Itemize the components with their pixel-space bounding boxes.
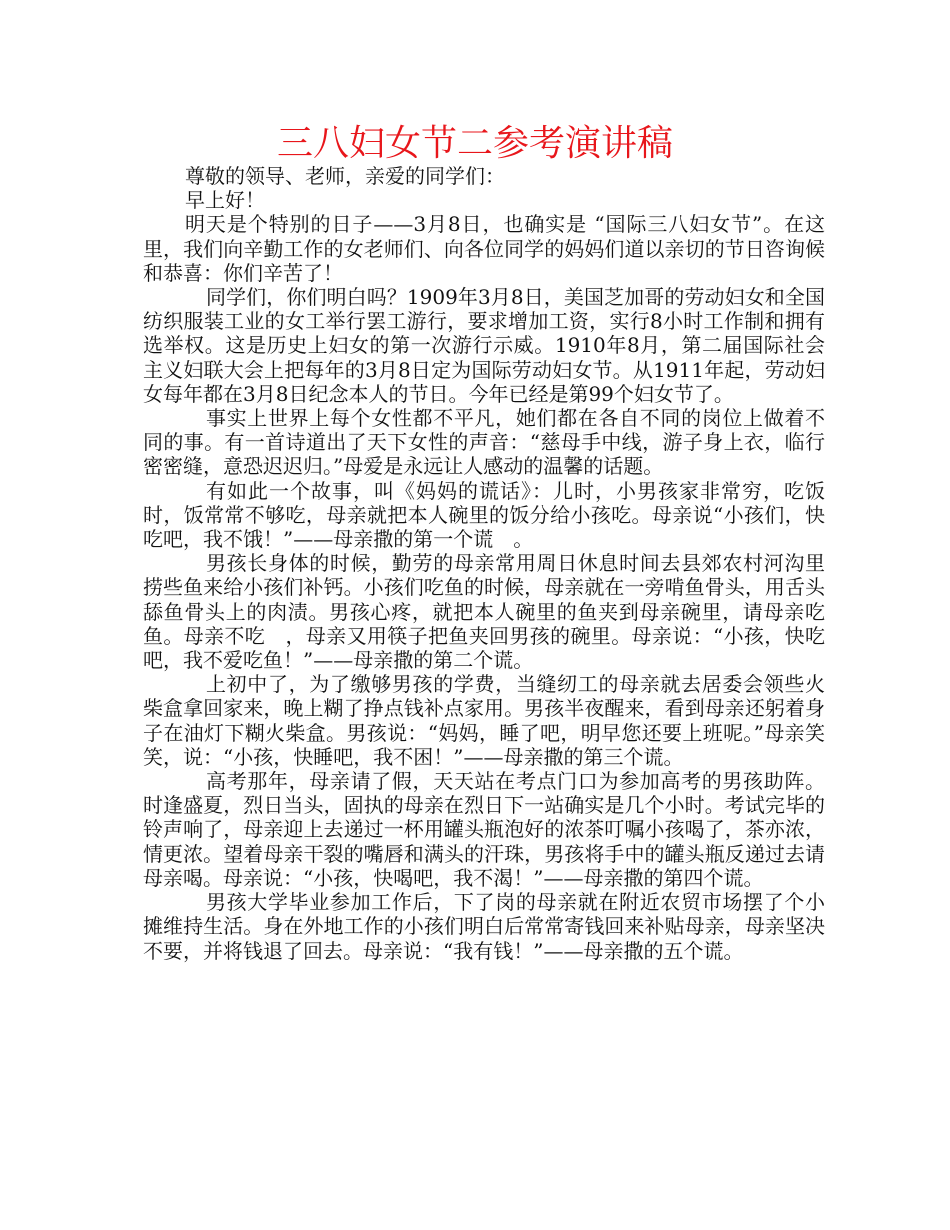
good-morning-paragraph: 早上好！ [185, 188, 265, 213]
women-paragraph: 事实上世界上每个女性都不平凡，她们都在各自不同的岗位上做着不同的事。有一首诗道出了天下女性的声音：“慈母手中线，游子身上衣，临行密密缝，意恐迟迟归。”母爱是永远让人感动的温馨的话题。 [143, 406, 825, 479]
document-title: 三八妇女节二参考演讲稿 [276, 123, 673, 164]
intro-paragraph: 明天是个特别的日子——3月8日，也确实是 “国际三八妇女节”。在这里，我们向辛勤工作的女老师们、向各位同学的妈妈们道以亲切的节日咨询候和恭喜：你们辛苦了！ [143, 212, 825, 285]
second-lie-paragraph: 男孩长身体的时候，勤劳的母亲常用周日休息时间去县郊农村河沟里捞些鱼来给小孩们补钙。小孩们吃鱼的时候，母亲就在一旁啃鱼骨头，用舌头舔鱼骨头上的肉渍。男孩心疼，就把本人碗里的鱼夹到母亲碗里，请母亲吃鱼。母亲不吃 ，母亲又用筷子把鱼夹回男孩的碗里。母亲说：“小孩，快吃吧，我不爱吃鱼！”——母亲撒的第二个谎。 [143, 551, 825, 673]
document-body [143, 164, 825, 963]
fourth-lie-paragraph: 高考那年，母亲请了假，天天站在考点门口为参加高考的男孩助阵。时逢盛夏，烈日当头，固执的母亲在烈日下一站确实是几个小时。考试完毕的铃声响了，母亲迎上去递过一杯用罐头瓶泡好的浓茶叮嘱小孩喝了，茶亦浓，情更浓。望着母亲干裂的嘴唇和满头的汗珠，男孩将手中的罐头瓶反递过去请母亲喝。母亲说：“小孩，快喝吧，我不渴！”——母亲撒的第四个谎。 [143, 769, 825, 890]
greeting-paragraph: 尊敬的领导、老师，亲爱的同学们： [185, 164, 505, 188]
third-lie-paragraph: 上初中了，为了缴够男孩的学费，当缝纫工的母亲就去居委会领些火柴盒拿回家来，晚上糊了挣点钱补点家用。男孩半夜醒来，看到母亲还躬着身子在油灯下糊火柴盒。男孩说：“妈妈，睡了吧，明早您还要上班呢。”母亲笑笑，说：“小孩，快睡吧，我不困！”——母亲撒的第三个谎。 [143, 672, 825, 769]
history-paragraph: 同学们，你们明白吗？1909年3月8日，美国芝加哥的劳动妇女和全国纺织服装工业的女工举行罢工游行，要求增加工资，实行8小时工作制和拥有选举权。这是历史上妇女的第一次游行示威。1910年8月，第二届国际社会主义妇联大会上把每年的3月8日定为国际劳动妇女节。从1911年起，劳动妇女每年都在3月8日纪念本人的节日。今年已经是第99个妇女节了。 [143, 285, 825, 406]
story-intro-paragraph: 有如此一个故事，叫《妈妈的谎话》：儿时，小男孩家非常穷，吃饭时，饭常常不够吃，母亲就把本人碗里的饭分给小孩吃。母亲说“小孩们，快吃吧，我不饿！”——母亲撒的第一个谎 。 [143, 478, 825, 552]
fifth-lie-paragraph: 男孩大学毕业参加工作后，下了岗的母亲就在附近农贸市场摆了个小摊维持生活。身在外地工作的小孩们明白后常常寄钱回来补贴母亲，母亲坚决不要，并将钱退了回去。母亲说：“我有钱！”——母亲撒的五个谎。 [143, 890, 825, 963]
